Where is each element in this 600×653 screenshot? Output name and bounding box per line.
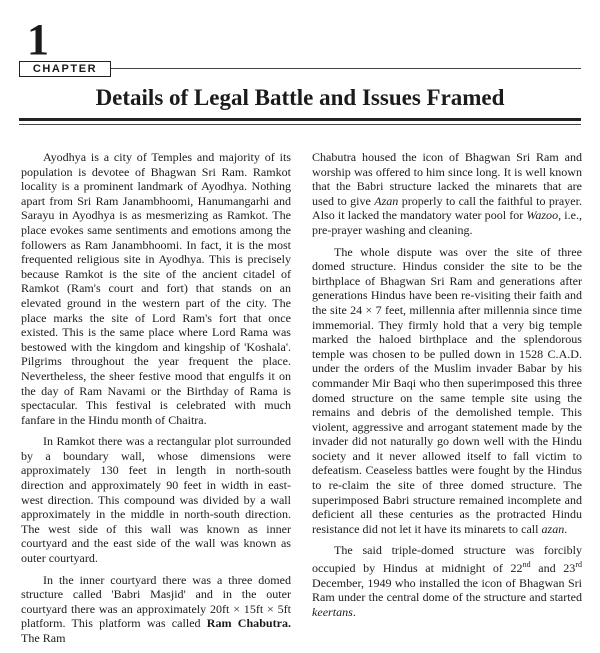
text-run: In the inner courtyard there was a three domed structure called 'Babri Masjid' and in the outer courtyard there was an approximately 20ft × 15ft × 5ft platform. This platform was called (21, 572, 291, 631)
text-run: The Ram (21, 631, 66, 645)
right-column (312, 150, 582, 626)
superscript: rd (575, 560, 583, 570)
text-run: Chabutra housed the icon of Bhagwan Sri Ram and worship was offered to him since long. It is well known that the Babri structure lacked the minarets that are used to give (312, 150, 582, 208)
left-column (21, 150, 291, 653)
text-run: . (564, 521, 568, 536)
chapter-rule (111, 68, 581, 69)
paragraph (312, 150, 582, 238)
text-run: and 23 (530, 561, 576, 576)
chapter-label: CHAPTER (19, 61, 111, 77)
text-run: The whole dispute was over the site of three domed structure. Hindus consider the site to be the birthplace of Bhagwan Sri Ram and generations after generations Hindus have been re-visiting their faith and the site 24 × 7 feet, millennia after millennia since time immemorial. They firmly hold that a very big temple marked the haloed birthplace and the splendorous temple was chosen to be pulled down in 1528 C.A.D. under the orders of the Muslim invader Babar by his commander Mir Baqi who then superimposed this three domed structure on the same temple site using the remains and debris of the demolished temple. This violent, aggressive and arrogant statement made by the invader did not naturally go down well with the Hindu society and it never allowed itself to fall victim to defeatism. Ceaseless battles were fought by the Hindus to re-claim the site of three domed structure. The superimposed Babri structure remained incomplete and deficient all these centuries as the protracted Hindu resistance did not let it have its minarets to call (312, 244, 582, 536)
text-run: properly to call the faithful to prayer. Also it lacked the mandatory water pool for (312, 193, 582, 223)
paragraph (312, 245, 582, 537)
italic-term: keertans (312, 604, 353, 619)
chapter-number: 1 (27, 15, 49, 64)
italic-term: Wazoo (526, 208, 559, 223)
paragraph: In Ramkot there was a rectangular plot surrounded by a boundary wall, whose dimensions were approximately 130 feet in length in north-south direction and approximately 90 feet in width in east-west direction. This compound was divided by a wall approximately in the middle in north-south direction. The west side of this wall was known as inner courtyard and the east side of the wall was known as outer courtyard. (21, 434, 291, 566)
paragraph (312, 543, 582, 619)
paragraph: Ayodhya is a city of Temples and majority of its population is devotee of Bhagwan Sri Ram. Ramkot locality is a prominent landmark of Ayodhya. Nothing apart from Sri Ram Janambhoomi, Hanumangarhi and Sarayu in Ayodhya is as mesmerizing as Ramkot. The place evokes same sentiments and emotions among the followers as Ram Janambhoomi. In fact, it is the most frequented religious site in Ayodhya. This is precisely because Ramkot is the site of the ancient citadel of Ramkot (Ram's court and fort) that stands on an elevated ground in the western part of the city. The place marks the site of Lord Ram's fort that once existed. This is the same place where Lord Rama was bestowed with the kingdom and kingship of 'Koshala'. Pilgrims throughout the year frequent the place. Nevertheless, the sheer festive mood that engulfs it on the day of Ram Navami or the Birthday of Rama is spectacular. This festival is celebrated with much fanfare in the Hindu month of Chaitra. (21, 150, 291, 427)
italic-term: Azan (374, 193, 399, 208)
title-rule-thick (19, 118, 581, 121)
text-run: , i.e., pre-prayer washing and cleaning. (312, 208, 582, 237)
italic-term: azan (541, 521, 565, 536)
text-run: . (352, 604, 356, 619)
bold-term: Ram Chabutra. (206, 616, 291, 631)
title-rule-thin (19, 124, 581, 125)
paragraph (21, 573, 291, 646)
text-run: December, 1949 who installed the icon of Bhagwan Sri Ram under the central dome of the structure and started (312, 575, 582, 605)
superscript: nd (522, 560, 531, 570)
text-run: The said triple-domed structure was forcibly occupied by Hindus at midnight of 22 (312, 543, 582, 576)
chapter-title: Details of Legal Battle and Issues Framed (95, 85, 505, 110)
